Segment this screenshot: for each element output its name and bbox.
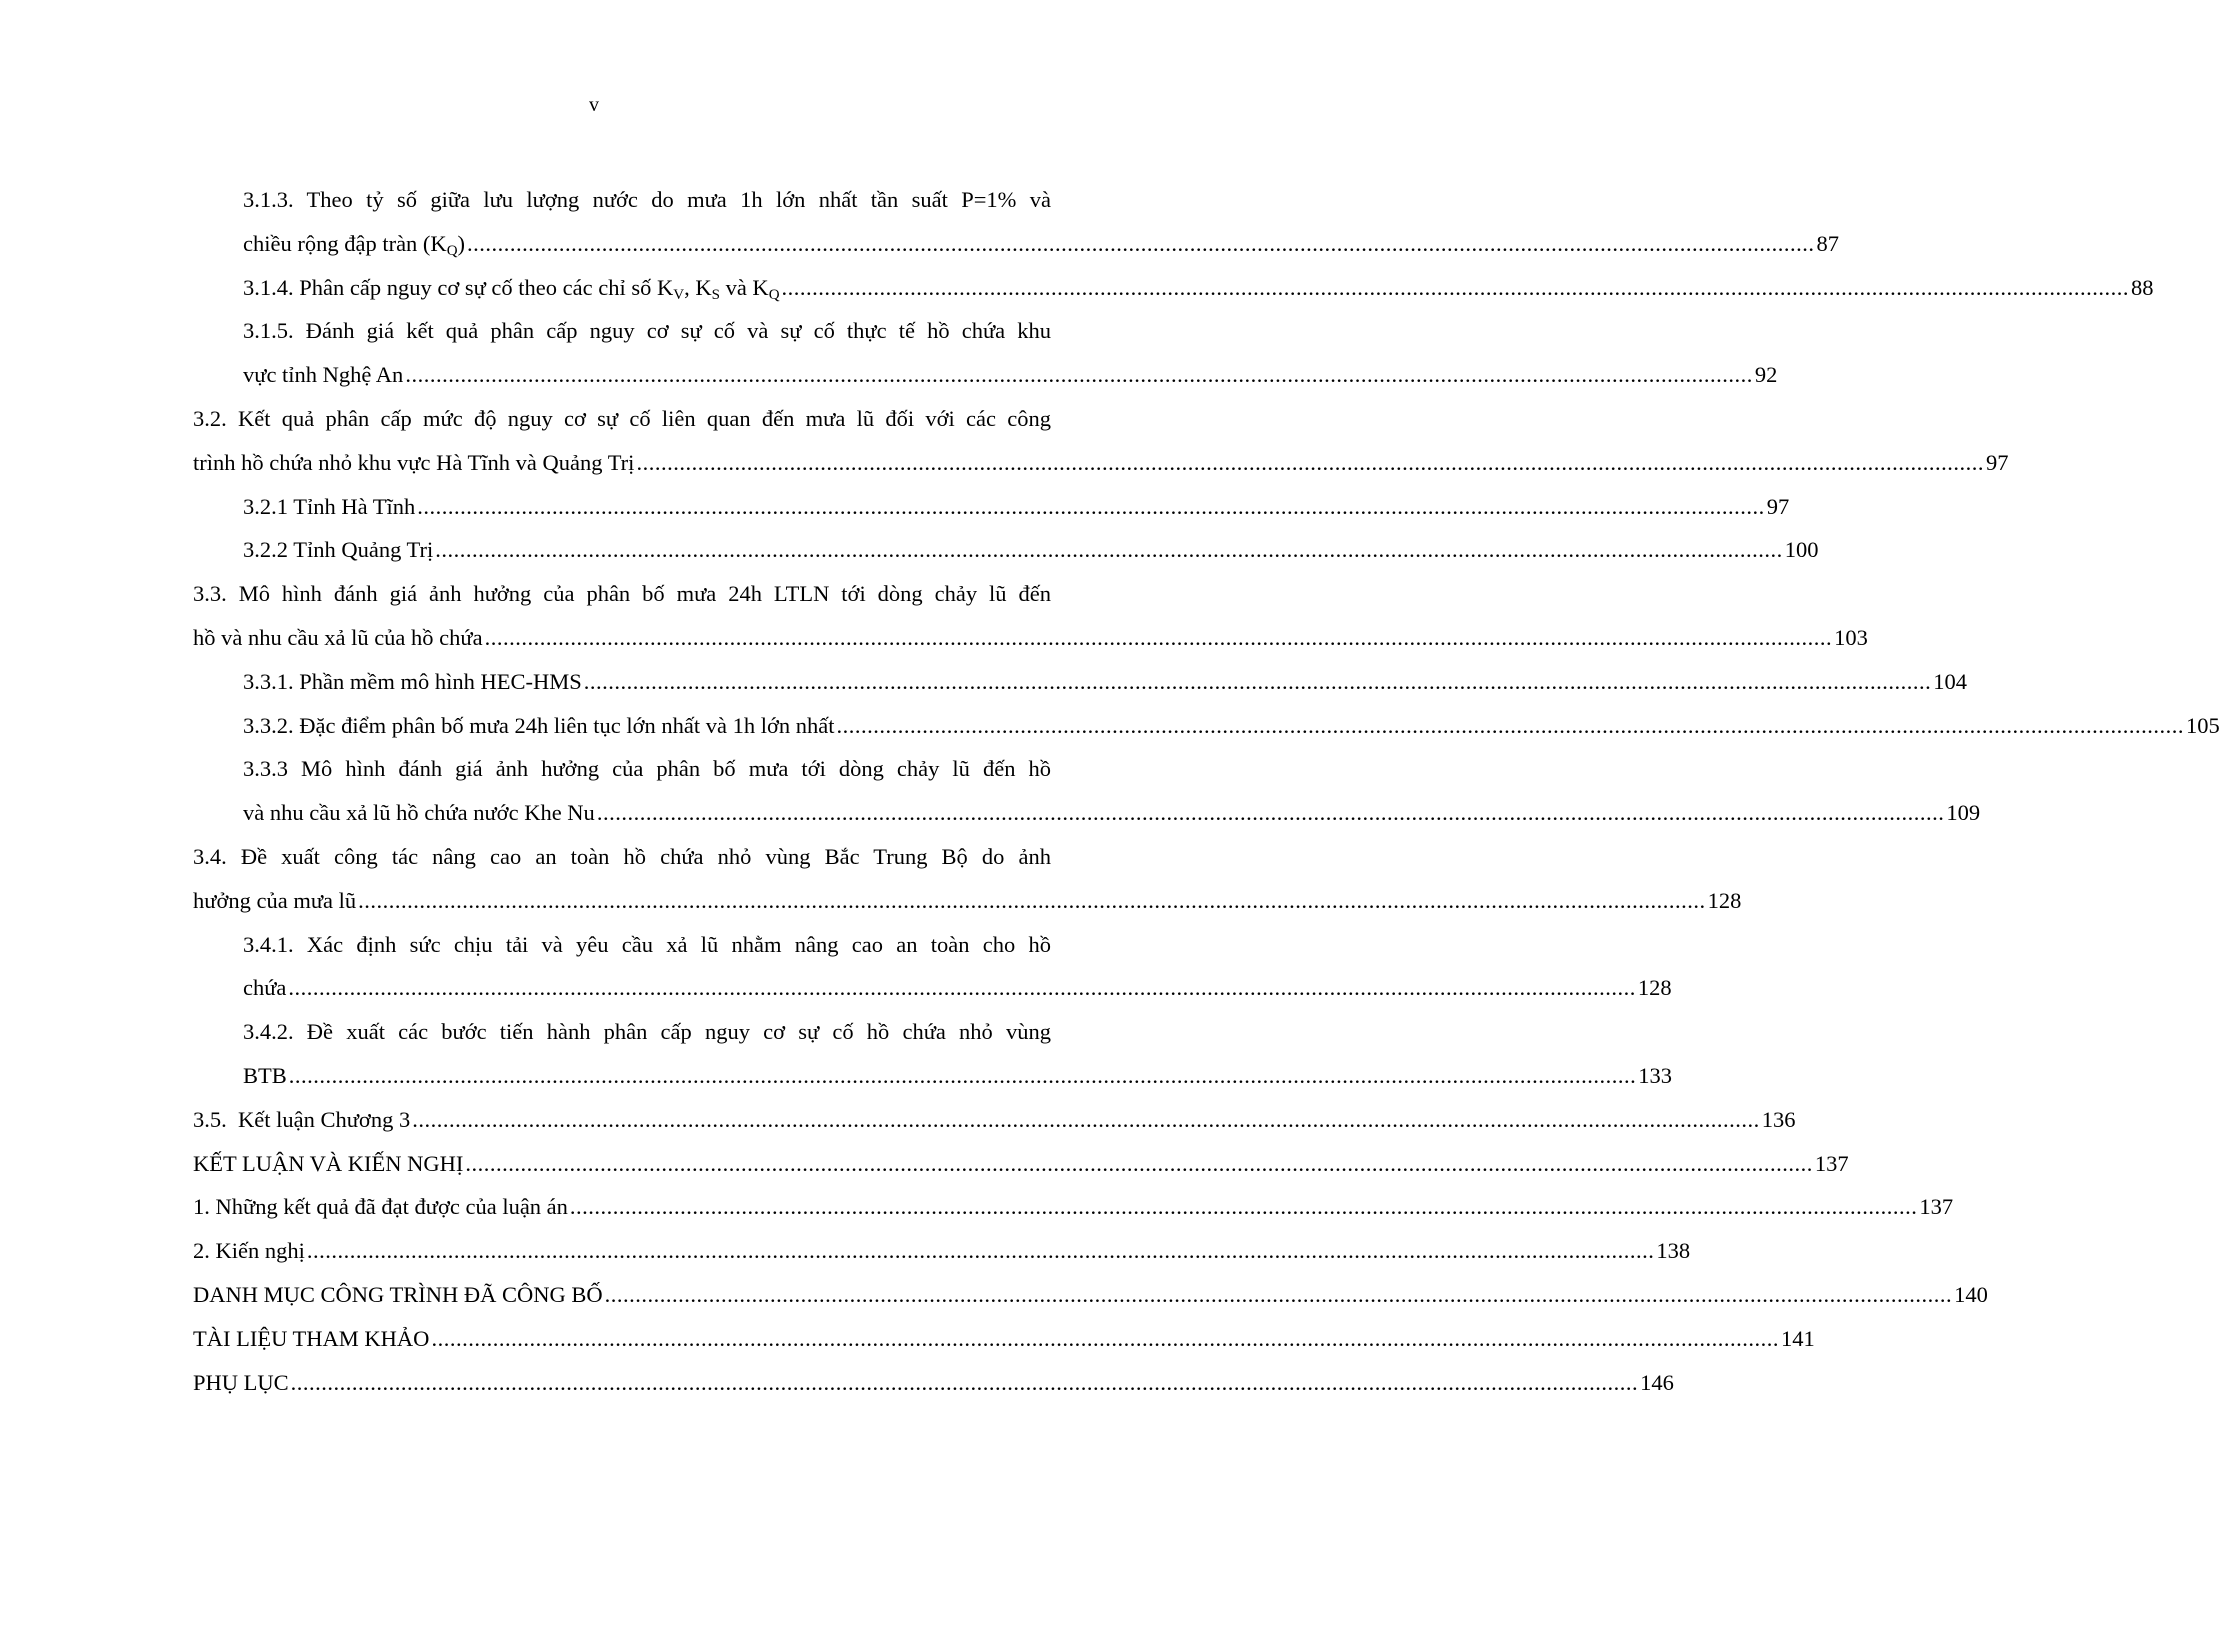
toc-entry-text: DANH MỤC CÔNG TRÌNH ĐÃ CÔNG BỐ bbox=[193, 1281, 603, 1307]
dot-leader: ............................................................................................................................................................................................................................ bbox=[781, 274, 2130, 300]
dot-leader: ............................................................................................................................................................................................................................ bbox=[836, 712, 2184, 738]
toc-page-number: 140 bbox=[1954, 1281, 1988, 1307]
toc-entry-text: 3.2.1 Tỉnh Hà Tĩnh bbox=[243, 493, 416, 519]
toc-entry-text: chứa bbox=[243, 975, 287, 1001]
dot-leader: ............................................................................................................................................................................................................................ bbox=[288, 975, 1636, 1001]
dot-leader: ............................................................................................................................................................................................................................ bbox=[583, 668, 1932, 694]
dot-leader: ............................................................................................................................................................................................................................ bbox=[290, 1369, 1639, 1395]
toc-entry-3-3-2[interactable] bbox=[193, 704, 2220, 748]
toc-entry-text: 3.5. Kết luận Chương 3 bbox=[193, 1106, 411, 1132]
toc-entry-3-5[interactable] bbox=[193, 1098, 1796, 1142]
toc-entry-text: 1. Những kết quả đã đạt được của luận án bbox=[193, 1194, 568, 1220]
toc-page-number: 103 bbox=[1834, 624, 1868, 650]
dot-leader: ............................................................................................................................................................................................................................ bbox=[484, 624, 1833, 650]
toc-entry-text: 3.1.4. Phân cấp nguy cơ sự cố theo các chỉ số $K_V$, $K_S$ và $K_Q$ bbox=[243, 274, 780, 303]
toc-page-number: 128 bbox=[1637, 975, 1672, 1001]
toc-entry-results[interactable] bbox=[193, 1185, 1954, 1229]
toc-entry-text: PHỤ LỤC bbox=[193, 1369, 289, 1395]
toc-entry-3-1-5-line1[interactable]: 3.1.5. Đánh giá kết quả phân cấp nguy cơ sự cố và sự cố thực tế hồ chứa khu bbox=[243, 318, 1051, 344]
toc-entry-3-4-2[interactable] bbox=[193, 1054, 1673, 1098]
toc-page-number: 136 bbox=[1761, 1106, 1796, 1132]
toc-entry-text: vực tỉnh Nghệ An bbox=[243, 362, 404, 388]
toc-entry-text: 2. Kiến nghị bbox=[193, 1238, 305, 1264]
toc-page-number: 138 bbox=[1656, 1238, 1691, 1264]
dot-leader: ............................................................................................................................................................................................................................ bbox=[306, 1238, 1655, 1264]
dot-leader: ............................................................................................................................................................................................................................ bbox=[604, 1281, 1953, 1307]
toc-entry-3-2-1[interactable] bbox=[193, 485, 1790, 529]
toc-entry-publications[interactable] bbox=[193, 1273, 1988, 1317]
dot-leader: ............................................................................................................................................................................................................................ bbox=[569, 1194, 1918, 1220]
toc-page-number: 137 bbox=[1919, 1194, 1954, 1220]
dot-leader: ............................................................................................................................................................................................................................ bbox=[417, 493, 1765, 519]
toc-entry-conclusion[interactable] bbox=[193, 1142, 1849, 1186]
toc-page-number: 105 bbox=[2186, 712, 2220, 738]
toc-entry-recommendations[interactable] bbox=[193, 1229, 1691, 1273]
toc-entry-text: trình hồ chứa nhỏ khu vực Hà Tĩnh và Quảng Trị bbox=[193, 449, 635, 475]
toc-entry-appendix[interactable] bbox=[193, 1361, 1674, 1405]
toc-page-number: 137 bbox=[1814, 1150, 1849, 1176]
toc-entry-3-3-line1[interactable]: 3.3. Mô hình đánh giá ảnh hưởng của phân bố mưa 24h LTLN tới dòng chảy lũ đến bbox=[193, 581, 1051, 607]
toc-page-number: 109 bbox=[1946, 800, 1981, 826]
toc-page-number: 100 bbox=[1784, 537, 1819, 563]
toc-entry-text: 3.2.2 Tỉnh Quảng Trị bbox=[243, 537, 434, 563]
table-of-contents bbox=[193, 178, 2220, 1404]
toc-entry-3-1-5[interactable] bbox=[193, 353, 1778, 397]
toc-entry-3-3-3-line1[interactable]: 3.3.3 Mô hình đánh giá ảnh hưởng của phân bố mưa tới dòng chảy lũ đến hồ bbox=[243, 756, 1051, 782]
toc-entry-references[interactable] bbox=[193, 1317, 1815, 1361]
dot-leader: ............................................................................................................................................................................................................................ bbox=[465, 1150, 1813, 1176]
toc-page-number: 146 bbox=[1640, 1369, 1674, 1395]
toc-entry-3-3-3[interactable] bbox=[193, 791, 1981, 835]
toc-entry-3-1-3-line1[interactable]: 3.1.3. Theo tỷ số giữa lưu lượng nước do mưa 1h lớn nhất tần suất P=1% và bbox=[243, 187, 1051, 212]
toc-entry-3-1-3[interactable] bbox=[193, 222, 1840, 266]
toc-entry-3-2-line1[interactable]: 3.2. Kết quả phân cấp mức độ nguy cơ sự cố liên quan đến mưa lũ đối với các công bbox=[193, 405, 1051, 431]
toc-entry-3-4-1-line1[interactable]: 3.4.1. Xác định sức chịu tải và yêu cầu xả lũ nhằm nâng cao an toàn cho hồ bbox=[243, 931, 1051, 957]
toc-page-number: 104 bbox=[1933, 668, 1968, 694]
toc-entry-text: chiều rộng đập tràn $(K_Q)$ bbox=[243, 230, 466, 259]
dot-leader: ............................................................................................................................................................................................................................ bbox=[596, 800, 1945, 826]
page-number: v bbox=[589, 94, 599, 116]
dot-leader: ............................................................................................................................................................................................................................ bbox=[405, 362, 1753, 388]
toc-entry-text: hồ và nhu cầu xả lũ của hồ chứa bbox=[193, 624, 483, 650]
dot-leader: ............................................................................................................................................................................................................................ bbox=[431, 1325, 1779, 1351]
toc-entry-text: 3.3.1. Phần mềm mô hình HEC-HMS bbox=[243, 668, 582, 694]
toc-page-number: 141 bbox=[1780, 1325, 1815, 1351]
dot-leader: ............................................................................................................................................................................................................................ bbox=[467, 230, 1815, 256]
dot-leader: ............................................................................................................................................................................................................................ bbox=[435, 537, 1783, 563]
dot-leader: ............................................................................................................................................................................................................................ bbox=[358, 887, 1706, 913]
toc-entry-3-2[interactable] bbox=[193, 441, 2009, 485]
toc-page-number: 88 bbox=[2131, 274, 2154, 300]
toc-entry-text: TÀI LIỆU THAM KHẢO bbox=[193, 1325, 430, 1351]
toc-entry-3-4-2-line1[interactable]: 3.4.2. Đề xuất các bước tiến hành phân cấp nguy cơ sự cố hồ chứa nhỏ vùng bbox=[243, 1019, 1051, 1045]
toc-entry-3-2-2[interactable] bbox=[193, 528, 1819, 572]
toc-entry-text: BTB bbox=[243, 1062, 287, 1088]
dot-leader: ............................................................................................................................................................................................................................ bbox=[288, 1062, 1637, 1088]
toc-page-number: 92 bbox=[1754, 362, 1778, 388]
toc-page-number: 133 bbox=[1638, 1062, 1673, 1088]
toc-page-number: 97 bbox=[1985, 449, 2009, 475]
toc-entry-text: KẾT LUẬN VÀ KIẾN NGHỊ bbox=[193, 1150, 464, 1176]
dot-leader: ............................................................................................................................................................................................................................ bbox=[636, 449, 1984, 475]
toc-page-number: 87 bbox=[1816, 230, 1840, 256]
toc-page-number: 128 bbox=[1707, 887, 1742, 913]
toc-entry-3-4[interactable] bbox=[193, 879, 1742, 923]
toc-page-number: 97 bbox=[1766, 493, 1790, 519]
toc-entry-3-4-line1[interactable]: 3.4. Đề xuất công tác nâng cao an toàn hồ chứa nhỏ vùng Bắc Trung Bộ do ảnh bbox=[193, 843, 1051, 869]
toc-entry-3-3[interactable] bbox=[193, 616, 1868, 660]
toc-entry-text: và nhu cầu xả lũ hồ chứa nước Khe Nu bbox=[243, 800, 595, 826]
toc-entry-3-1-4[interactable] bbox=[193, 266, 2154, 310]
toc-entry-3-4-1[interactable] bbox=[193, 966, 1672, 1010]
toc-entry-text: 3.3.2. Đặc điểm phân bố mưa 24h liên tục lớn nhất và 1h lớn nhất bbox=[243, 712, 835, 738]
toc-entry-3-3-1[interactable] bbox=[193, 660, 1968, 704]
dot-leader: ............................................................................................................................................................................................................................ bbox=[412, 1106, 1760, 1132]
toc-entry-text: hưởng của mưa lũ bbox=[193, 887, 357, 913]
